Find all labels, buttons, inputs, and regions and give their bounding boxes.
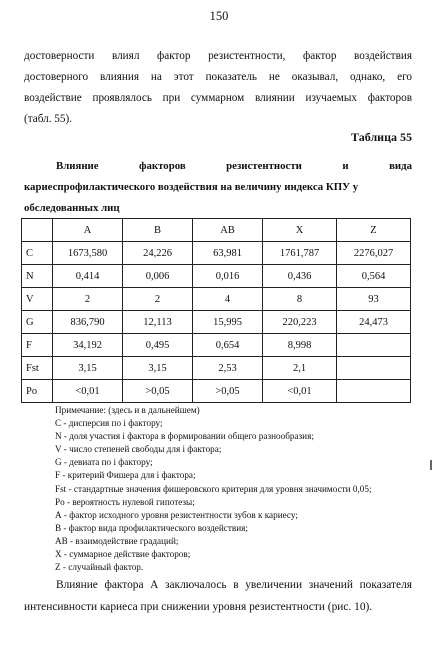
table-cell: 3,15 <box>123 357 193 380</box>
table-cell: 4 <box>193 288 263 311</box>
table-caption <box>24 156 412 219</box>
table-cell: 1761,787 <box>263 242 337 265</box>
closing-line: Влияние фактора А заключалось в увеличении значений показателя <box>56 579 412 591</box>
table-cell: 93 <box>337 288 411 311</box>
row-label: V <box>22 288 53 311</box>
table-cell: 0,564 <box>337 265 411 288</box>
table-row <box>22 334 411 357</box>
table-cell: 0,016 <box>193 265 263 288</box>
note-line: А - фактор исходного уровня резистентности зубов к кариесу; <box>55 509 298 520</box>
table-row <box>22 288 411 311</box>
table-cell: 8,998 <box>263 334 337 357</box>
caption-line-3: обследованных лиц <box>24 202 120 214</box>
scan-edge-mark <box>430 460 432 470</box>
table-cell: <0,01 <box>53 380 123 403</box>
table-row <box>22 242 411 265</box>
table-cell: 2 <box>123 288 193 311</box>
table-cell <box>337 380 411 403</box>
row-label: F <box>22 334 53 357</box>
intro-line: воздействие проявлялось при суммарном влиянии изучаемых факторов <box>24 92 412 104</box>
table-cell: >0,05 <box>123 380 193 403</box>
table-cell: 34,192 <box>53 334 123 357</box>
table-cell: <0,01 <box>263 380 337 403</box>
table-label: Таблица 55 <box>351 130 412 144</box>
row-label: C <box>22 242 53 265</box>
header-cell: AB <box>193 219 263 242</box>
intro-paragraph <box>24 46 412 130</box>
note-line: АВ - взаимодействие градаций; <box>55 535 179 546</box>
row-label: G <box>22 311 53 334</box>
table-header-row <box>22 219 411 242</box>
note-line: Z - случайный фактор. <box>55 562 144 573</box>
header-cell: X <box>263 219 337 242</box>
table-cell: 15,995 <box>193 311 263 334</box>
table-row <box>22 265 411 288</box>
table-cell: >0,05 <box>193 380 263 403</box>
caption-line-2: кариеспрофилактического воздействия на величину индекса КПУ у <box>24 181 359 193</box>
row-label: Po <box>22 380 53 403</box>
table-cell <box>337 357 411 380</box>
note-line: Po - вероятность нулевой гипотезы; <box>55 496 195 507</box>
table-cell: 0,495 <box>123 334 193 357</box>
table-cell: 836,790 <box>53 311 123 334</box>
caption-word: и <box>342 160 349 172</box>
table-cell: 24,226 <box>123 242 193 265</box>
table-cell: 0,654 <box>193 334 263 357</box>
intro-line: достоверного влияния на этот показатель не оказывал, однако, его <box>24 71 412 83</box>
table-row <box>22 311 411 334</box>
table-cell: 24,473 <box>337 311 411 334</box>
note-line: N - доля участия i фактора в формировании общего разнообразия; <box>55 431 314 442</box>
table-cell: 1673,580 <box>53 242 123 265</box>
header-cell: B <box>123 219 193 242</box>
table-row <box>22 357 411 380</box>
closing-paragraph <box>24 574 412 618</box>
caption-word: Влияние <box>56 160 99 172</box>
row-label: Fst <box>22 357 53 380</box>
header-cell: Z <box>337 219 411 242</box>
closing-line: интенсивности кариеса при снижении уровня резистентности (рис. 10). <box>24 601 373 613</box>
table-cell: 2,53 <box>193 357 263 380</box>
note-line: С - дисперсия по i фактору; <box>55 418 163 429</box>
note-line: F - критерий Фишера для i фактора; <box>55 470 196 481</box>
header-cell <box>22 219 53 242</box>
row-label: N <box>22 265 53 288</box>
table-cell: 3,15 <box>53 357 123 380</box>
table-cell: 12,113 <box>123 311 193 334</box>
note-line: Fst - стандартные значения фишеровского критерия для уровня значимости 0,05; <box>55 483 372 494</box>
caption-word: вида <box>389 160 412 172</box>
caption-line-1 <box>24 156 412 177</box>
note-line: Примечание: (здесь и в дальнейшем) <box>55 405 200 415</box>
note-line: Х - суммарное действие факторов; <box>55 549 191 560</box>
table-cell: 2 <box>53 288 123 311</box>
intro-line: достоверности влиял фактор резистентности, фактор воздействия <box>24 50 412 62</box>
table-cell: 220,223 <box>263 311 337 334</box>
header-cell: A <box>53 219 123 242</box>
caption-word: резистентности <box>226 160 302 172</box>
table-cell: 2276,027 <box>337 242 411 265</box>
note-line: V - число степеней свободы для i фактора; <box>55 444 222 455</box>
table-cell: 2,1 <box>263 357 337 380</box>
table-cell <box>337 334 411 357</box>
factor-influence-table <box>21 218 411 403</box>
table-cell: 0,436 <box>263 265 337 288</box>
note-line: G - девиата по i фактору; <box>55 457 153 468</box>
table-row <box>22 380 411 403</box>
table-notes <box>55 404 372 574</box>
page-number: 150 <box>209 9 229 23</box>
intro-line: (табл. 55). <box>24 113 73 125</box>
table-cell: 0,006 <box>123 265 193 288</box>
table-cell: 63,981 <box>193 242 263 265</box>
table-cell: 0,414 <box>53 265 123 288</box>
table-cell: 8 <box>263 288 337 311</box>
note-line: В - фактор вида профилактического воздействия; <box>55 522 248 533</box>
caption-word: факторов <box>139 160 186 172</box>
